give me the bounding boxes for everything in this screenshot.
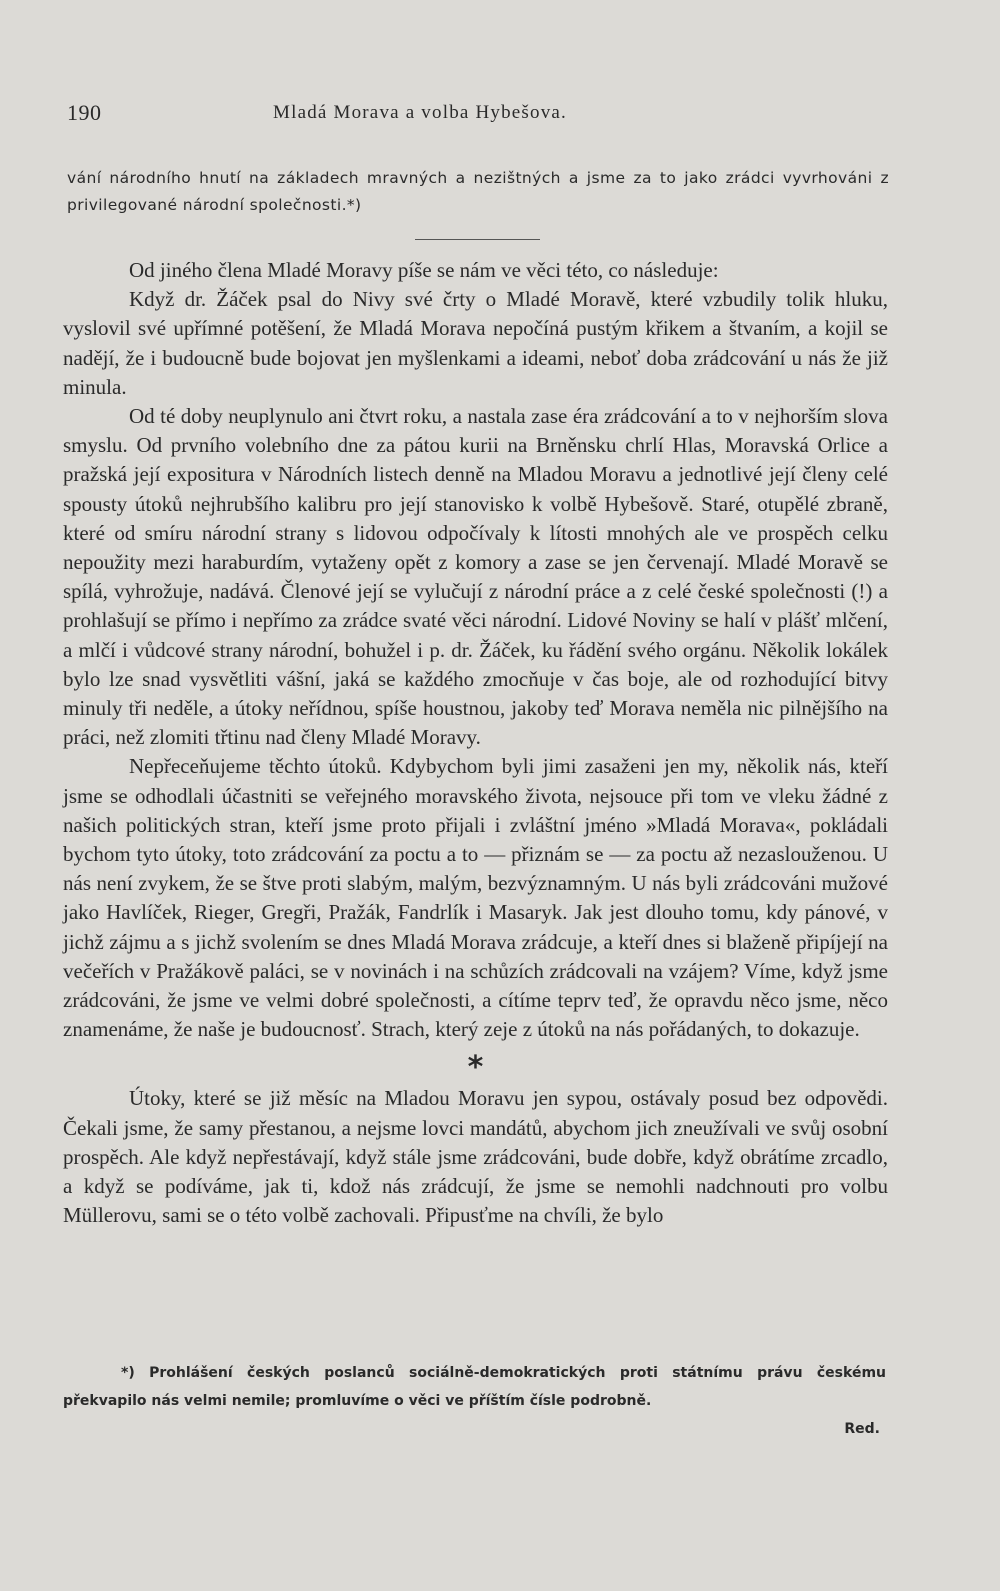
footnote-text: *) Prohlášení českých poslanců sociálně-demokratických proti státnímu právu českému překvapilo nás velmi nemile; promluvíme o věci ve příštím čísle podrobně. xyxy=(63,1365,886,1409)
page-header xyxy=(67,100,887,130)
section-divider xyxy=(415,239,540,240)
paragraph: Útoky, které se již měsíc na Mladou Moravu jen sypou, ostávaly posud bez odpovědi. Čekali jsme, že samy přestanou, a nejsme lovci mandátů, abychom jich zneužívali ve svůj osobní prospěch. Ale když nepřestávají, když stále jsme zrádcováni, bude dobře, když obrátíme zrcadlo, a když se podíváme, jak ti, kdož nás zrádcují, že jsme se nemohli nadchnouti pro volbu Müllerovu, sami se o této volbě zachovali. Připusťme na chvíli, že bylo xyxy=(63,1086,888,1228)
section-asterisk: * xyxy=(467,1050,484,1086)
footnote-signature: Red. xyxy=(844,1421,880,1437)
paragraph: Nepřeceňujeme těchto útoků. Kdybychom byli jimi zasaženi jen my, několik nás, kteří jsme se odhodlali účastniti se veřejného moravského života, nejsouce při tom ve vleku žádné z našich politických stran, kteří jsme proto přijali i zvláštní jméno »Mladá Morava«, pokládali bychom tyto útoky, toto zrádcování za poctu a to — přiznám se — za poctu až nezaslouženou. U nás není zvykem, že se štve proti slabým, malým, bezvýznamným. U nás byli zrádcováni mužové jako Havlíček, Rieger, Gregři, Pražák, Fandrlík i Masaryk. Jak jest dlouho tomu, kdy pánové, v jichž zájmu a s jichž svolením se dnes Mladá Morava zrádcuje, a kteří dnes si blaženě připíjejí na večeřích v Pražákově paláci, se v novinách i na schůzích zrádcovali na vzájem? Víme, když jsme zrádcováni, že jsme ve velmi dobré společnosti, a cítíme teprv teď, že opravdu něco jsme, něco znamenáme, že naše je budoucnosť. Strach, který zeje z útoků na nás pořádaných, to dokazuje. xyxy=(63,754,888,1042)
paragraph: Od jiného člena Mladé Moravy píše se nám ve věci této, co následuje: xyxy=(129,258,719,282)
footnote xyxy=(63,1359,886,1443)
paragraph: Od té doby neuplynulo ani čtvrt roku, a nastala zase éra zrádcování a to v nejhorším slova smyslu. Od prvního volebního dne za pátou kurii na Brněnsku chrlí Hlas, Moravská Orlice a pražská její expositura v Národních listech denně na Mladou Moravu a jednotlivé její členy celé spousty útoků nejhrubšího kalibru pro její stanovisko k volbě Hybešově. Staré, otupělé zbraně, které od smíru národní strany s lidovou odpočívaly k lítosti mnohých ale ve prospěch celku nepoužity mezi haraburdím, vytaženy opět z komory a zase se jen červenají. Mladé Moravě se spílá, vyhrožuje, nadává. Členové její se vylučují z národní práce a z celé české společnosti (!) a prohlašují se přímo i nepřímo za zrádce svaté věci národní. Lidové Noviny se halí v plášť mlčení, a mlčí i vůdcové strany národní, bohužel i p. dr. Žáček, ku řádění svého orgánu. Několik lokálek bylo lze snad vysvětliti vášní, jaká se každého zmocňuje v čas boje, ale od rozhodující bitvy minuly tři neděle, a útoky neřídnou, spíše houstnou, jakoby teď Morava neměla nic pilnějšího na práci, než zlomiti třtinu nad členy Mladé Moravy. xyxy=(63,404,888,750)
continued-paragraph xyxy=(67,165,889,219)
article-body xyxy=(63,256,888,1231)
page-number: 190 xyxy=(67,100,102,125)
paragraph: Když dr. Žáček psal do Nivy své črty o Mladé Moravě, které vzbudily tolik hluku, vyslovil své upřímné potěšení, že Mladá Morava nepočíná pustým křikem a štvaním, a kojil se nadějí, že i budoucně bude bojovat jen myšlenkami a ideami, neboť doba zrádcování u nás že již minula. xyxy=(63,287,888,399)
top-paragraph-text: vání národního hnutí na základech mravných a nezištných a jsme za to jako zrádci vyvrhováni z privilegované národní společnosti.*) xyxy=(67,169,889,214)
running-title: Mladá Morava a volba Hybešova. xyxy=(273,102,568,123)
